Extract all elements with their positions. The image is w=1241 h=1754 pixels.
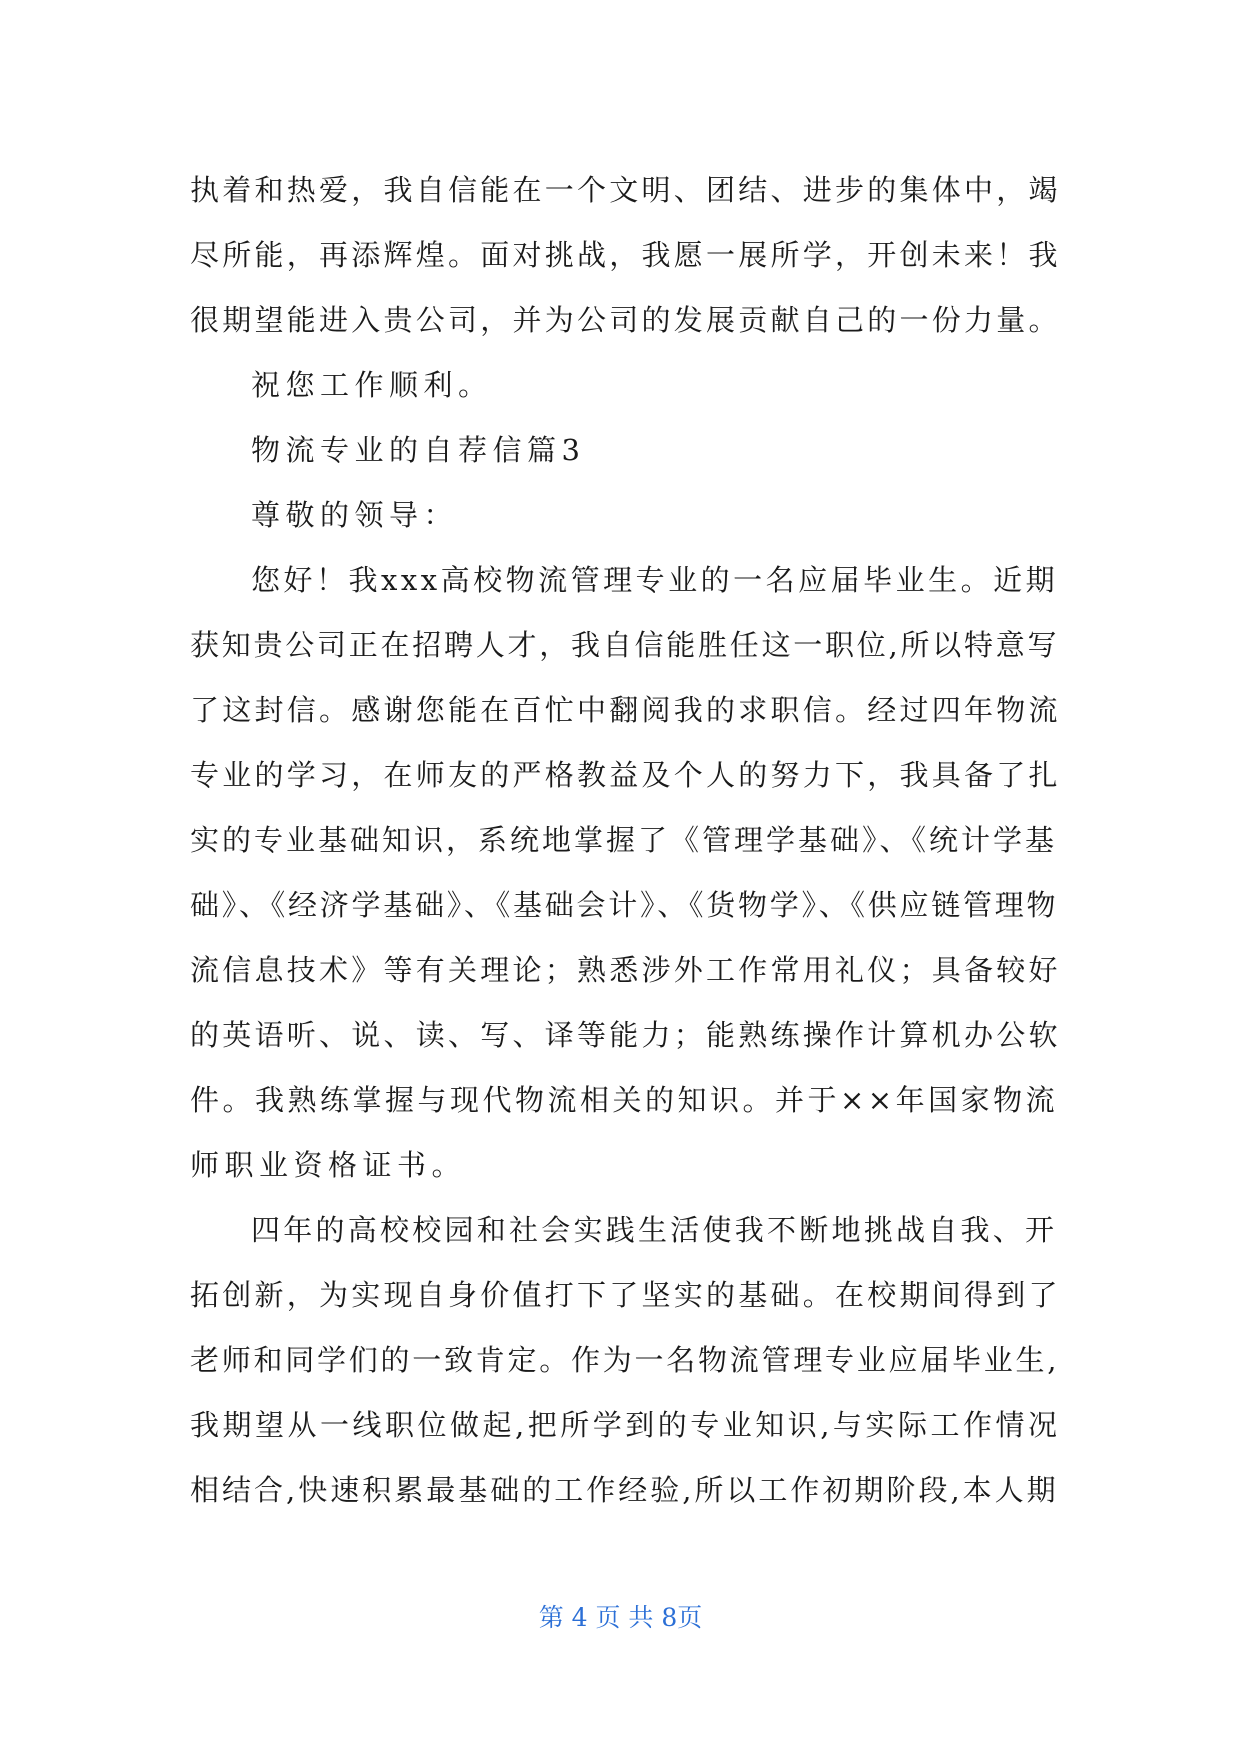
text-line: 相结合,快速积累最基础的工作经验,所以工作初期阶段,本人期	[190, 1473, 1059, 1507]
text-line: 我期望从一线职位做起,把所学到的专业知识,与实际工作情况	[190, 1408, 1061, 1442]
text-line: 实的专业基础知识，系统地掌握了《管理学基础》、《统计学基	[190, 823, 1058, 857]
text-line: 祝您工作顺利。	[251, 368, 493, 402]
text-line: 拓创新，为实现自身价值打下了坚实的基础。在校期间得到了	[190, 1278, 1061, 1312]
text-line: 执着和热爱，我自信能在一个文明、团结、进步的集体中，竭	[190, 173, 1061, 207]
text-line: 很期望能进入贵公司，并为公司的发展贡献自己的一份力量。	[190, 303, 1061, 337]
text-line: 了这封信。感谢您能在百忙中翻阅我的求职信。经过四年物流	[190, 693, 1061, 727]
text-line: 尽所能，再添辉煌。面对挑战，我愿一展所学，开创未来！我	[190, 238, 1061, 272]
text-line: 的英语听、说、读、写、译等能力；能熟练操作计算机办公软	[190, 1018, 1061, 1052]
text-line: 尊敬的领导：	[251, 498, 459, 532]
text-line: 老师和同学们的一致肯定。作为一名物流管理专业应届毕业生,	[190, 1343, 1060, 1377]
text-line: 获知贵公司正在招聘人才，我自信能胜任这一职位,所以特意写	[190, 628, 1060, 662]
body-text	[190, 158, 1062, 1523]
text-line: 件。我熟练掌握与现代物流相关的知识。并于××年国家物流	[190, 1083, 1059, 1117]
text-line: 您好！我xxx高校物流管理专业的一名应届毕业生。近期	[251, 563, 1059, 597]
text-line: 流信息技术》等有关理论；熟悉涉外工作常用礼仪；具备较好	[190, 953, 1061, 987]
text-line: 物流专业的自荐信篇3	[251, 433, 586, 467]
text-line: 师职业资格证书。	[190, 1148, 467, 1182]
page-number-footer: 第 4 页 共 8页	[538, 1603, 703, 1632]
text-line: 专业的学习，在师友的严格教益及个人的努力下，我具备了扎	[190, 758, 1061, 792]
text-line: 础》、《经济学基础》、《基础会计》、《货物学》、《供应链管理物	[190, 888, 1059, 922]
text-line: 四年的高校校园和社会实践生活使我不断地挑战自我、开	[251, 1213, 1058, 1247]
